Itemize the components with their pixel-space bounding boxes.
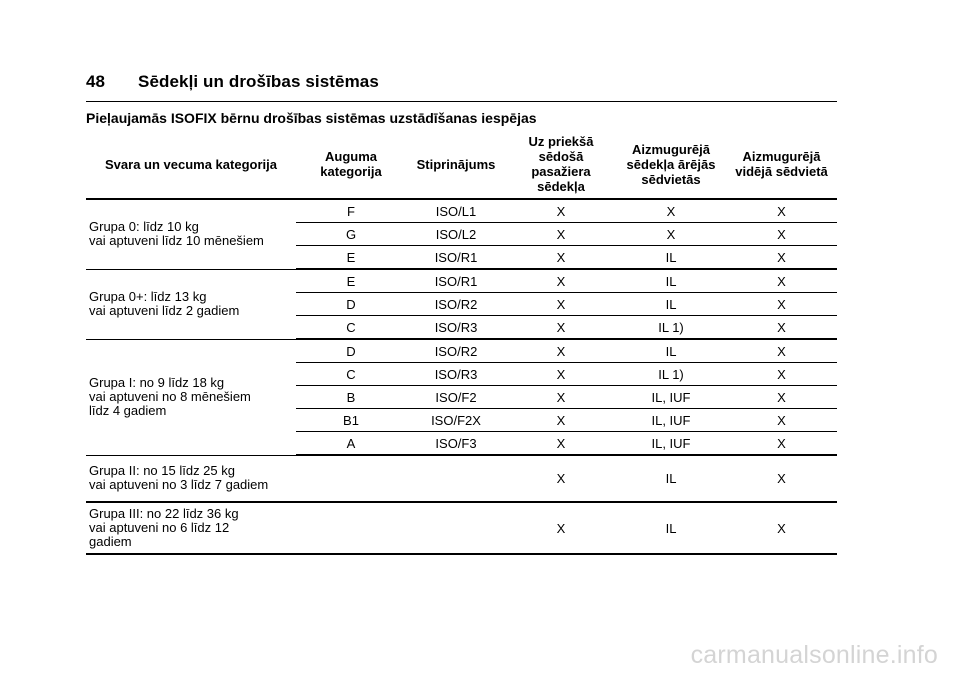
table-cell: ISO/R1 (406, 246, 506, 270)
table-cell: X (506, 455, 616, 502)
column-header: Auguma kategorija (320, 149, 382, 179)
weight-group-label-line: gadiem (89, 534, 132, 549)
table-cell: D (296, 339, 406, 363)
table-cell (296, 502, 406, 554)
table-cell: X (726, 246, 837, 270)
section-title: Sēdekļi un drošības sistēmas (138, 72, 379, 91)
table-cell: X (726, 502, 837, 554)
table-cell: X (506, 293, 616, 316)
weight-group-label (86, 269, 296, 339)
table-cell: IL, IUF (616, 432, 726, 456)
table-cell: IL (616, 246, 726, 270)
table-cell: ISO/R3 (406, 363, 506, 386)
isofix-table (86, 130, 837, 555)
table-cell: IL (616, 293, 726, 316)
table-cell: X (616, 223, 726, 246)
table-cell: E (296, 269, 406, 293)
table-cell: X (726, 199, 837, 223)
table-cell: E (296, 246, 406, 270)
table-row (86, 269, 837, 293)
table-cell: ISO/F2 (406, 386, 506, 409)
weight-group-label-line: Grupa II: no 15 līdz 25 kg (89, 463, 235, 479)
table-cell (406, 455, 506, 502)
table-cell: ISO/F3 (406, 432, 506, 456)
weight-group-label (86, 455, 296, 502)
table-cell: X (726, 363, 837, 386)
table-title: Pieļaujamās ISOFIX bērnu drošības sistēmas uzstādīšanas iespējas (86, 110, 537, 126)
table-cell: ISO/R2 (406, 339, 506, 363)
table-row (86, 199, 837, 223)
weight-group-label-line: vai aptuveni no 8 mēnešiem (89, 389, 251, 404)
weight-group-label-line: vai aptuveni no 3 līdz 7 gadiem (89, 477, 269, 493)
table-header-row (86, 130, 837, 199)
table-cell: ISO/R2 (406, 293, 506, 316)
table-cell: G (296, 223, 406, 246)
weight-group-label-line: līdz 4 gadiem (89, 403, 167, 418)
table-cell: X (506, 246, 616, 270)
table-cell: X (506, 386, 616, 409)
table-cell: IL, IUF (616, 386, 726, 409)
table-cell: X (506, 223, 616, 246)
table-cell: X (506, 409, 616, 432)
weight-group-label-line: Grupa III: no 22 līdz 36 kg (89, 506, 239, 521)
table-row (86, 455, 837, 502)
table-cell: X (726, 293, 837, 316)
weight-group-label-line: Grupa I: no 9 līdz 18 kg (89, 375, 225, 390)
table-cell: X (506, 199, 616, 223)
table-cell (406, 502, 506, 554)
table-cell: X (726, 223, 837, 246)
weight-group-label (86, 339, 296, 455)
table-cell: X (726, 455, 837, 502)
table-cell: X (506, 502, 616, 554)
weight-group-label (86, 502, 296, 554)
column-header: Uz priekšā sēdošā pasažiera sēdekļa (528, 134, 594, 194)
table-cell: X (726, 339, 837, 363)
table-cell: X (616, 199, 726, 223)
table-cell: IL 1) (616, 363, 726, 386)
weight-group-label-line: vai aptuveni no 6 līdz 12 (89, 520, 230, 535)
table-cell: X (506, 339, 616, 363)
column-header: Aizmugurējā sēdekļa ārējās sēdvietās (626, 141, 716, 187)
table-body (86, 199, 837, 554)
table-cell: A (296, 432, 406, 456)
table-row (86, 339, 837, 363)
table-cell: IL (616, 455, 726, 502)
table-cell: IL 1) (616, 316, 726, 340)
weight-group-label-line: Grupa 0+: līdz 13 kg (89, 289, 207, 304)
table-cell: C (296, 316, 406, 340)
table-cell: X (506, 363, 616, 386)
column-header: Stiprinājums (416, 156, 496, 172)
column-header: Svara un vecuma kategorija (105, 156, 277, 172)
table-cell: IL, IUF (616, 409, 726, 432)
weight-group-label (86, 199, 296, 269)
table-cell: B (296, 386, 406, 409)
table-cell: ISO/F2X (406, 409, 506, 432)
table-cell: X (726, 409, 837, 432)
table-cell: C (296, 363, 406, 386)
table-cell: ISO/L2 (406, 223, 506, 246)
table-cell: X (506, 432, 616, 456)
table-cell: X (506, 269, 616, 293)
table-cell: B1 (296, 409, 406, 432)
table-cell: X (726, 432, 837, 456)
weight-group-label-line: Grupa 0: līdz 10 kg (89, 219, 199, 235)
table-cell: X (726, 386, 837, 409)
table-row (86, 502, 837, 554)
weight-group-label-line: vai aptuveni līdz 2 gadiem (89, 303, 240, 318)
watermark: carmanualsonline.info (690, 641, 938, 669)
column-header: Aizmugurējā vidējā sēdvietā (735, 149, 828, 179)
table-cell: ISO/L1 (406, 199, 506, 223)
table-cell: D (296, 293, 406, 316)
table-cell: X (726, 316, 837, 340)
table-cell: X (726, 269, 837, 293)
table-cell: IL (616, 502, 726, 554)
table-cell: IL (616, 339, 726, 363)
header-divider (86, 101, 837, 102)
weight-group-label-line: vai aptuveni līdz 10 mēnešiem (89, 233, 264, 249)
table-cell: ISO/R1 (406, 269, 506, 293)
table-cell: ISO/R3 (406, 316, 506, 340)
table-cell: IL (616, 269, 726, 293)
table-cell: X (506, 316, 616, 340)
page-header (86, 72, 379, 92)
page-number: 48 (86, 72, 106, 91)
table-cell (296, 455, 406, 502)
table-cell: F (296, 199, 406, 223)
